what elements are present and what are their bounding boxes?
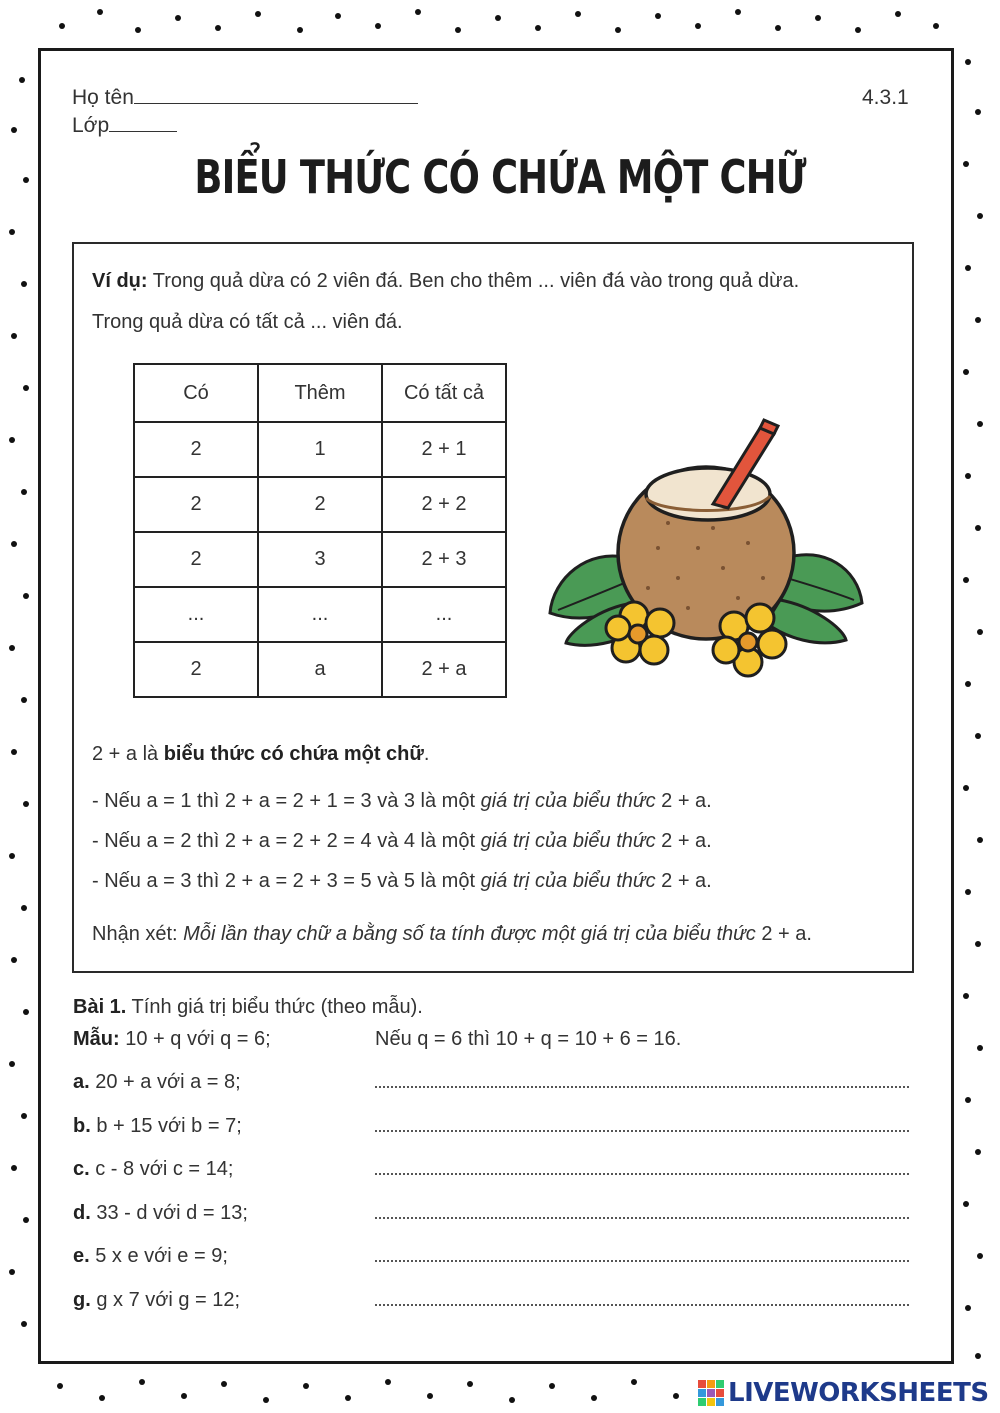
item-expression: b + 15 với b = 7; [90, 1115, 242, 1137]
table-cell: 2 + 1 [382, 422, 506, 477]
case-line [92, 790, 712, 813]
table-header-cell: Có tất cả [382, 364, 506, 422]
table-cell: 2 [134, 532, 258, 587]
worksheet-code: 4.3.1 [862, 86, 909, 109]
item-expression: 5 x e với e = 9; [89, 1245, 228, 1267]
definition-suffix: . [423, 743, 430, 765]
sample-expression: 10 + q với q = 6; [119, 1028, 271, 1050]
case-post: 2 + a. [655, 830, 712, 852]
example-intro-line2: Trong quả dừa có tất cả ... viên đá. [92, 311, 403, 333]
class-label: Lớp [72, 114, 110, 137]
definition-prefix: 2 + a là [92, 743, 164, 765]
name-blank[interactable] [134, 103, 418, 104]
item-expression: c - 8 với c = 14; [89, 1158, 234, 1180]
item-label: b. [73, 1115, 91, 1137]
exercise-item [73, 1245, 228, 1268]
sample-row [73, 1028, 271, 1051]
item-label: d. [73, 1202, 91, 1224]
table-cell: 2 [134, 422, 258, 477]
table-header-row [134, 364, 506, 422]
item-expression: g x 7 với g = 12; [90, 1289, 241, 1311]
exercise-item [73, 1115, 242, 1138]
exercise-number: Bài 1. [73, 996, 127, 1018]
name-label: Họ tên [72, 86, 134, 109]
table-cell: 3 [258, 532, 382, 587]
table-row [134, 587, 506, 642]
logo-grid-icon [698, 1380, 724, 1406]
answer-line[interactable] [375, 1173, 909, 1175]
exercise-item [73, 1158, 233, 1181]
item-label: e. [73, 1245, 90, 1267]
table-row [134, 422, 506, 477]
case-italic: giá trị của biểu thức [480, 830, 656, 852]
table-row [134, 477, 506, 532]
case-post: 2 + a. [655, 870, 712, 892]
answer-line[interactable] [375, 1304, 909, 1306]
exercise-item [73, 1071, 241, 1094]
definition-term: biểu thức có chứa một chữ [163, 743, 424, 765]
case-line [92, 830, 712, 853]
table-cell: 2 [134, 477, 258, 532]
definition-line [92, 743, 429, 766]
table-cell: 2 [134, 642, 258, 697]
table-row [134, 532, 506, 587]
table-header-cell: Thêm [258, 364, 382, 422]
remark-line [92, 923, 812, 946]
answer-line[interactable] [375, 1260, 909, 1262]
class-field[interactable] [72, 114, 177, 138]
table-cell: 2 [258, 477, 382, 532]
remark-label: Nhận xét: [92, 923, 184, 945]
table-cell: ... [382, 587, 506, 642]
exercise-item [73, 1289, 240, 1312]
item-label: c. [73, 1158, 90, 1180]
table-cell: ... [258, 587, 382, 642]
answer-line[interactable] [375, 1086, 909, 1088]
example-intro-text: Trong quả dừa có 2 viên đá. Ben cho thêm ... viên đá vào trong quả dừa. [152, 270, 800, 292]
sample-answer: Nếu q = 6 thì 10 + q = 10 + 6 = 16. [375, 1028, 682, 1050]
case-text: - Nếu a = 3 thì 2 + a = 2 + 3 = 5 và 5 là một [92, 870, 481, 892]
item-label: g. [73, 1289, 91, 1311]
case-italic: giá trị của biểu thức [480, 870, 656, 892]
page-title: BIỂU THỨC CÓ CHỨA MỘT CHỮ [194, 150, 806, 204]
table-cell: 2 + 2 [382, 477, 506, 532]
table-row [134, 642, 506, 697]
item-expression: 20 + a với a = 8; [89, 1071, 241, 1093]
case-text: - Nếu a = 1 thì 2 + a = 2 + 1 = 3 và 3 là một [92, 790, 481, 812]
table-cell: 2 + 3 [382, 532, 506, 587]
coconut-illustration [548, 418, 866, 690]
answer-line[interactable] [375, 1130, 909, 1132]
class-blank[interactable] [109, 131, 177, 132]
item-expression: 33 - d với d = 13; [90, 1202, 248, 1224]
logo-text: LIVEWORKSHEETS [728, 1378, 989, 1408]
liveworksheets-logo[interactable] [698, 1376, 989, 1410]
case-text: - Nếu a = 2 thì 2 + a = 2 + 2 = 4 và 4 là một [92, 830, 481, 852]
remark-post: 2 + a. [755, 923, 812, 945]
exercise-item [73, 1202, 248, 1225]
case-italic: giá trị của biểu thức [480, 790, 656, 812]
example-intro [92, 270, 799, 293]
exercise-title [73, 996, 423, 1019]
table-header-cell: Có [134, 364, 258, 422]
sample-label: Mẫu: [73, 1028, 120, 1050]
table-cell: a [258, 642, 382, 697]
answer-line[interactable] [375, 1217, 909, 1219]
exercise-instruction: Tính giá trị biểu thức (theo mẫu). [126, 996, 423, 1018]
case-post: 2 + a. [655, 790, 712, 812]
values-table [133, 363, 507, 698]
table-cell: 1 [258, 422, 382, 477]
case-line [92, 870, 712, 893]
example-label: Ví dụ: [92, 270, 148, 292]
item-label: a. [73, 1071, 90, 1093]
name-field[interactable] [72, 86, 418, 110]
table-cell: ... [134, 587, 258, 642]
remark-italic: Mỗi lần thay chữ a bằng số ta tính được một giá trị của biểu thức [183, 923, 756, 945]
table-cell: 2 + a [382, 642, 506, 697]
